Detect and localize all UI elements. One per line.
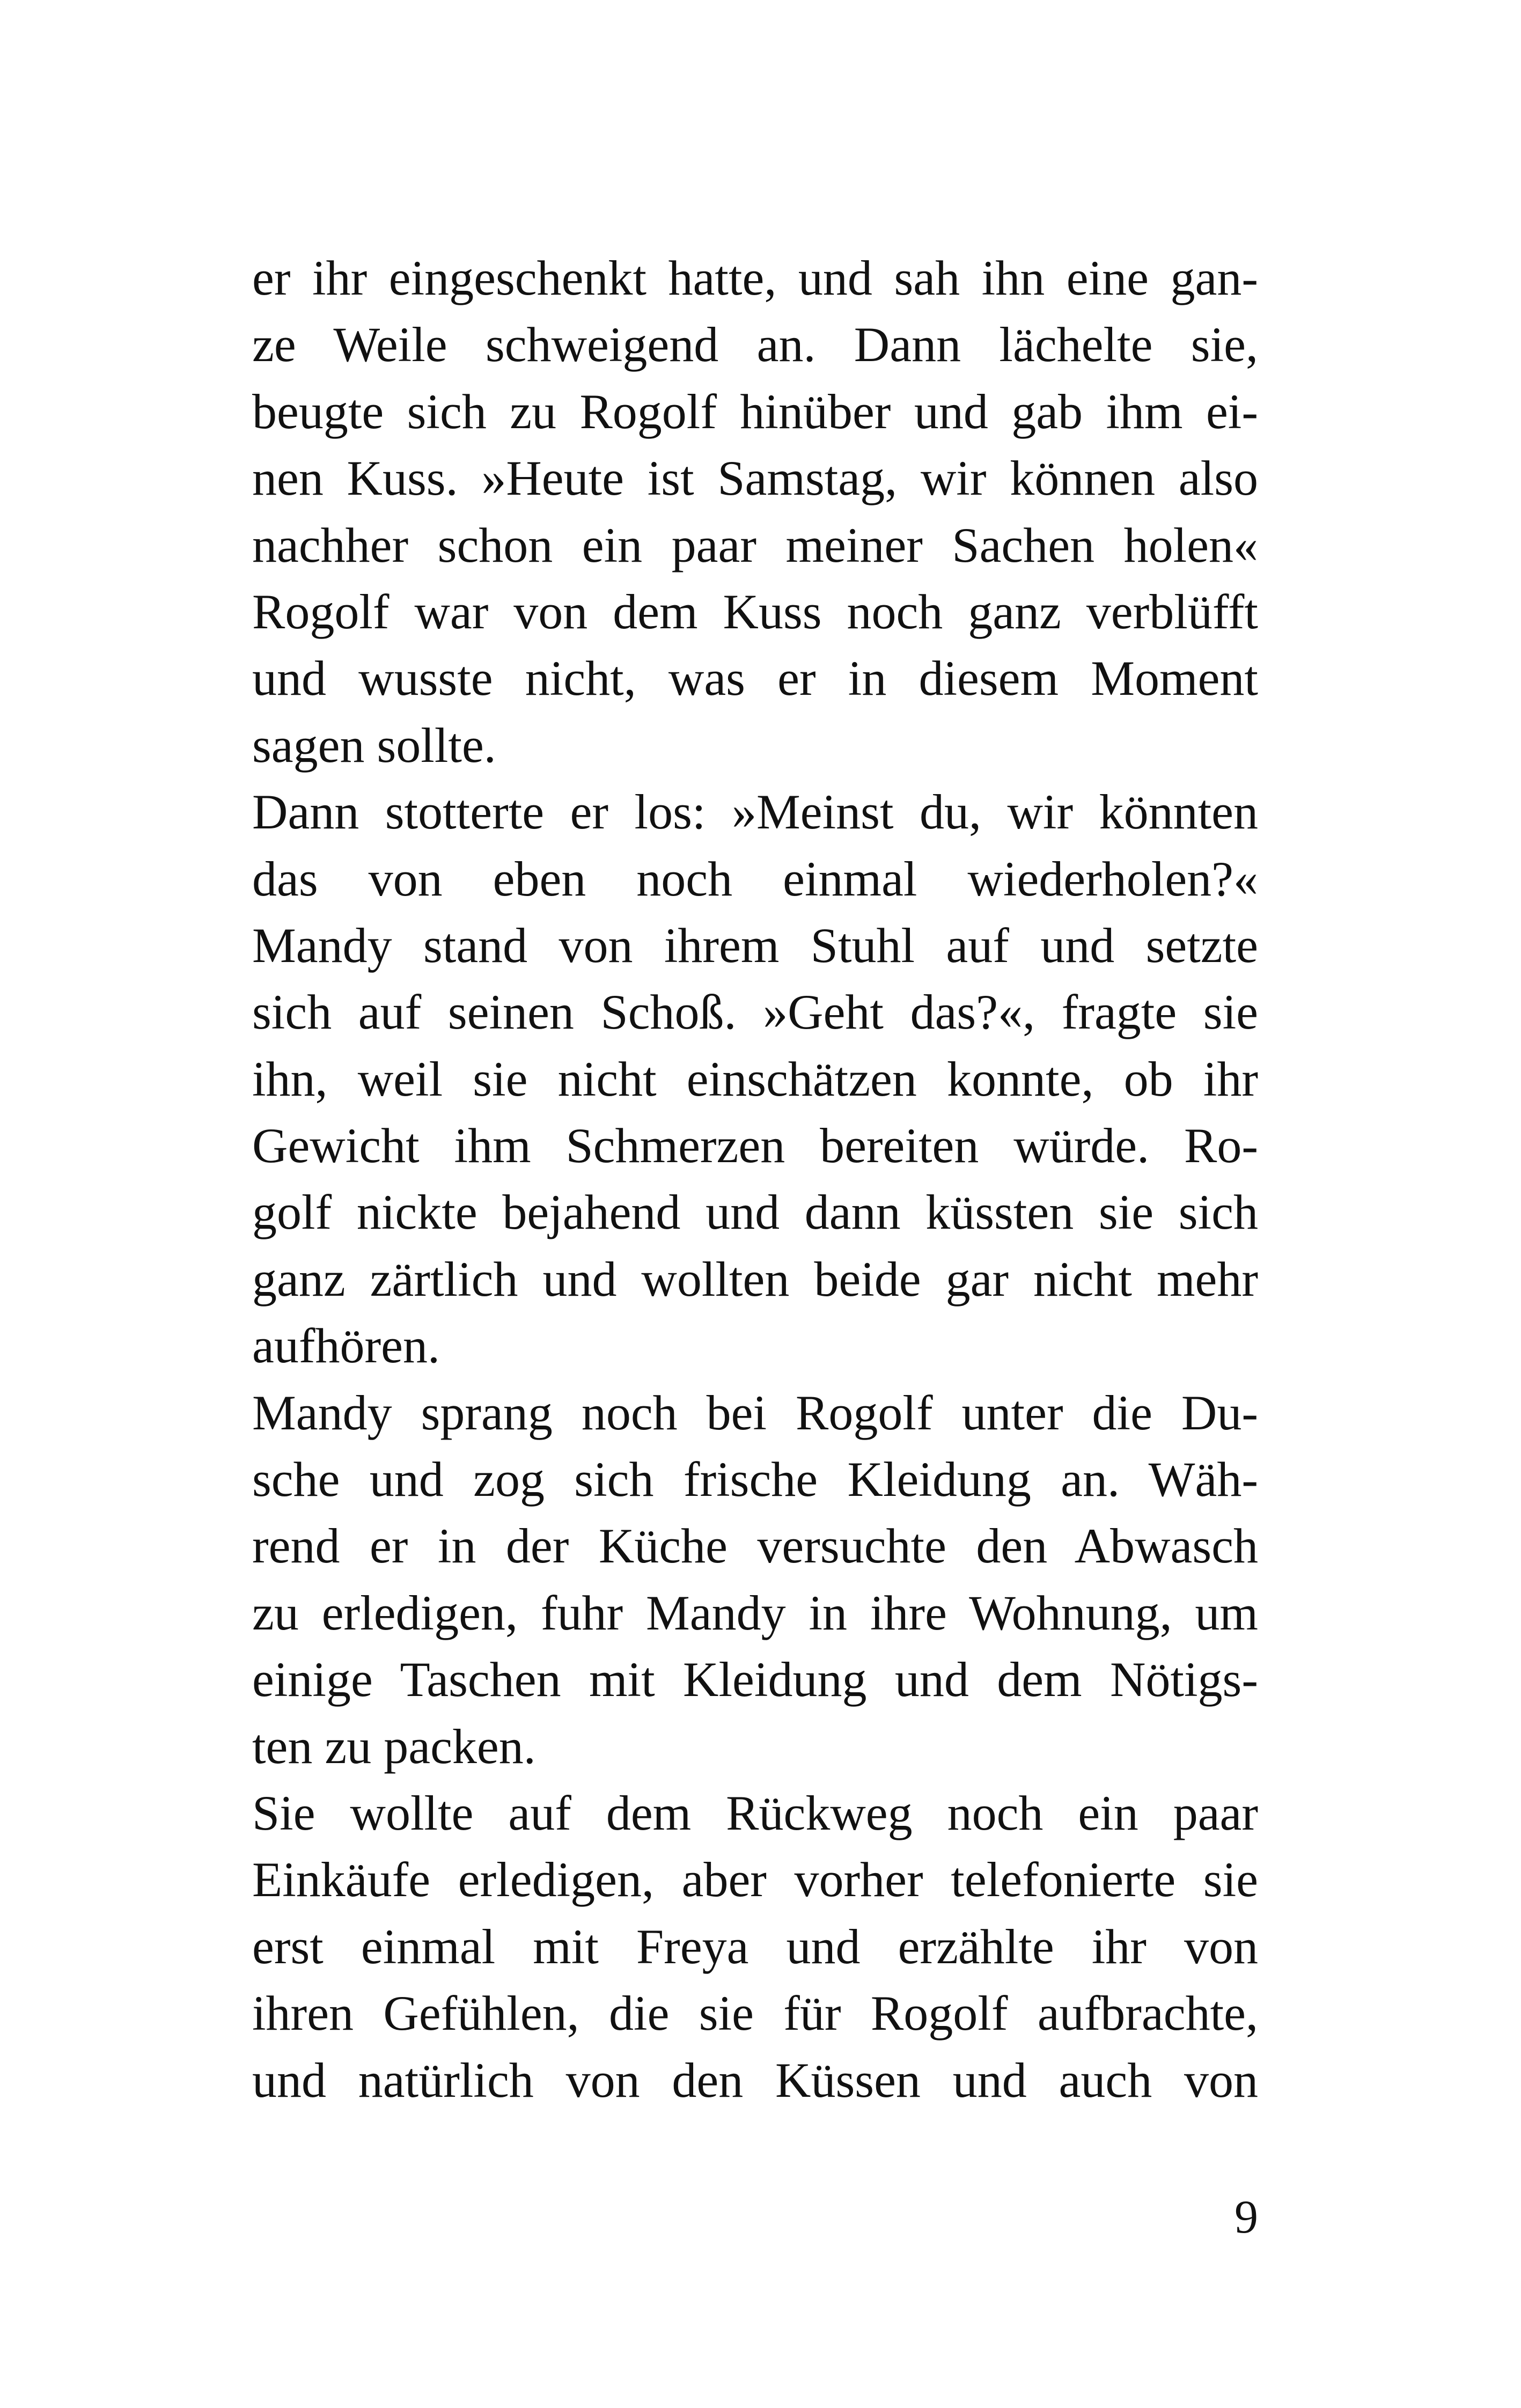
text-line: und natürlich von den Küssen und auch von <box>252 2052 1258 2108</box>
text-line: Mandy sprang noch bei Rogolf unter die Du- <box>252 1385 1258 1440</box>
text-line: beugte sich zu Rogolf hinüber und gab ihm ei- <box>252 384 1258 439</box>
text-line: sche und zog sich frische Kleidung an. Wäh- <box>252 1452 1258 1507</box>
text-line: nachher schon ein paar meiner Sachen holen« <box>252 517 1258 572</box>
text-line: nen Kuss. »Heute ist Samstag, wir können also <box>252 451 1258 506</box>
text-line: Gewicht ihm Schmerzen bereiten würde. Ro- <box>252 1118 1258 1173</box>
text-line: sagen sollte. <box>252 717 496 773</box>
body-text <box>252 245 1258 2113</box>
text-line: ihn, weil sie nicht einschätzen konnte, ob ihr <box>252 1051 1258 1106</box>
text-line: golf nickte bejahend und dann küssten sie sich <box>252 1185 1258 1240</box>
text-line: ganz zärtlich und wollten beide gar nicht mehr <box>252 1251 1258 1306</box>
text-line: einige Taschen mit Kleidung und dem Nötigs- <box>252 1652 1258 1707</box>
text-line: das von eben noch einmal wiederholen?« <box>252 851 1258 906</box>
text-line: ze Weile schweigend an. Dann lächelte sie, <box>252 317 1258 372</box>
text-line: Einkäufe erledigen, aber vorher telefonierte sie <box>252 1852 1258 1907</box>
page-number: 9 <box>1235 2191 1258 2243</box>
text-line: er ihr eingeschenkt hatte, und sah ihn eine gan- <box>252 251 1258 305</box>
text-line: Dann stotterte er los: »Meinst du, wir könnten <box>252 784 1258 840</box>
text-line: zu erledigen, fuhr Mandy in ihre Wohnung, um <box>252 1585 1258 1640</box>
text-line: Mandy stand von ihrem Stuhl auf und setzte <box>252 917 1258 973</box>
text-line: rend er in der Küche versuchte den Abwasch <box>252 1518 1258 1574</box>
text-line: und wusste nicht, was er in diesem Moment <box>252 651 1258 706</box>
text-line: sich auf seinen Schoß. »Geht das?«, fragte sie <box>252 985 1258 1040</box>
text-line: erst einmal mit Freya und erzählte ihr von <box>252 1919 1258 1974</box>
text-line: ihren Gefühlen, die sie für Rogolf aufbrachte, <box>252 1986 1258 2041</box>
text-line: Sie wollte auf dem Rückweg noch ein paar <box>252 1785 1258 1840</box>
text-line: Rogolf war von dem Kuss noch ganz verblüfft <box>252 584 1258 639</box>
text-line: ten zu packen. <box>252 1719 536 1774</box>
text-line: aufhören. <box>252 1318 440 1374</box>
